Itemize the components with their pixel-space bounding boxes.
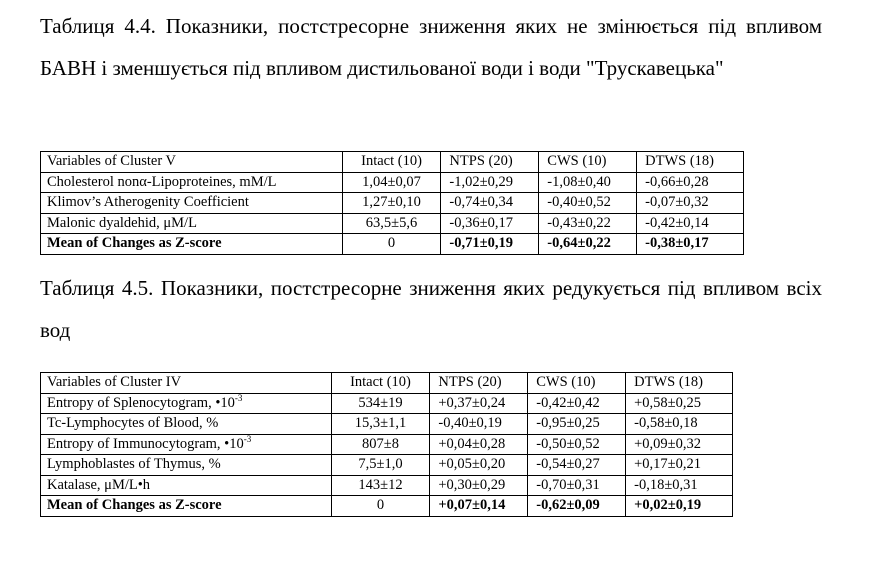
- cell-intact: 1,04±0,07: [342, 172, 441, 193]
- cell-intact: 0: [342, 234, 441, 255]
- cell-cws: -0,70±0,31: [528, 475, 626, 496]
- cell-cws: -1,08±0,40: [539, 172, 637, 193]
- header-ntps: NTPS (20): [430, 373, 528, 394]
- table-row: [41, 455, 733, 476]
- row-label-exponent: -3: [234, 392, 243, 403]
- cell-intact: 7,5±1,0: [331, 455, 430, 476]
- table-4-4: [40, 151, 744, 255]
- cell-cws: -0,64±0,22: [539, 234, 637, 255]
- cell-intact: 143±12: [331, 475, 430, 496]
- cell-ntps: +0,30±0,29: [430, 475, 528, 496]
- row-label: Klimov’s Atherogenity Coefficient: [41, 193, 343, 214]
- table-row: [41, 414, 733, 435]
- cell-cws: -0,40±0,52: [539, 193, 637, 214]
- header-variables: Variables of Cluster V: [41, 152, 343, 173]
- cell-intact: 0: [331, 496, 430, 517]
- cell-cws: -0,42±0,42: [528, 393, 626, 414]
- header-intact: Intact (10): [342, 152, 441, 173]
- row-label: Katalase, μM/L•h: [41, 475, 332, 496]
- table-4-4-caption: Таблиця 4.4. Показники, постстресорне зниження яких не змінюється під впливом БАВН і зменшується під впливом дистильованої води і води "Трускавецька": [40, 14, 822, 80]
- cell-ntps: -0,40±0,19: [430, 414, 528, 435]
- table-row-mean: [41, 496, 733, 517]
- cell-cws: -0,43±0,22: [539, 213, 637, 234]
- header-variables: Variables of Cluster IV: [41, 373, 332, 394]
- row-label-text: Entropy of Splenocytogram, •10: [47, 394, 235, 411]
- cell-intact: 534±19: [331, 393, 430, 414]
- cell-intact: 807±8: [331, 434, 430, 455]
- header-cws: CWS (10): [528, 373, 626, 394]
- cell-cws: -0,54±0,27: [528, 455, 626, 476]
- cell-cws: -0,62±0,09: [528, 496, 626, 517]
- row-label-exponent: -3: [243, 433, 252, 444]
- header-cws: CWS (10): [539, 152, 637, 173]
- cell-intact: 63,5±5,6: [342, 213, 441, 234]
- table-header-row: [41, 152, 744, 173]
- cell-dtws: -0,18±0,31: [626, 475, 733, 496]
- cell-ntps: -0,74±0,34: [441, 193, 539, 214]
- cell-dtws: +0,02±0,19: [626, 496, 733, 517]
- table-header-row: [41, 373, 733, 394]
- cell-dtws: +0,09±0,32: [626, 434, 733, 455]
- cell-dtws: +0,17±0,21: [626, 455, 733, 476]
- cell-intact: 15,3±1,1: [331, 414, 430, 435]
- row-label: Lymphoblastes of Thymus, %: [41, 455, 332, 476]
- table-row-mean: [41, 234, 744, 255]
- row-label: Mean of Changes as Z-score: [41, 234, 343, 255]
- row-label: Cholesterol nonα-Lipoproteines, mM/L: [41, 172, 343, 193]
- row-label: Tc-Lymphocytes of Blood, %: [41, 414, 332, 435]
- header-dtws: DTWS (18): [637, 152, 744, 173]
- header-intact: Intact (10): [331, 373, 430, 394]
- table-4-5: [40, 372, 733, 517]
- table-row: [41, 393, 733, 414]
- table-row: [41, 475, 733, 496]
- cell-cws: -0,95±0,25: [528, 414, 626, 435]
- row-label: Mean of Changes as Z-score: [41, 496, 332, 517]
- header-ntps: NTPS (20): [441, 152, 539, 173]
- cell-dtws: -0,66±0,28: [637, 172, 744, 193]
- cell-ntps: -0,71±0,19: [441, 234, 539, 255]
- cell-ntps: +0,37±0,24: [430, 393, 528, 414]
- table-row: [41, 213, 744, 234]
- cell-ntps: -1,02±0,29: [441, 172, 539, 193]
- cell-ntps: +0,04±0,28: [430, 434, 528, 455]
- row-label: [41, 393, 332, 414]
- table-4-5-caption: Таблиця 4.5. Показники, постстресорне зниження яких редукується під впливом всіх вод: [40, 276, 822, 342]
- cell-intact: 1,27±0,10: [342, 193, 441, 214]
- cell-dtws: -0,07±0,32: [637, 193, 744, 214]
- table-row: [41, 172, 744, 193]
- table-row: [41, 434, 733, 455]
- header-dtws: DTWS (18): [626, 373, 733, 394]
- cell-dtws: +0,58±0,25: [626, 393, 733, 414]
- cell-dtws: -0,42±0,14: [637, 213, 744, 234]
- cell-cws: -0,50±0,52: [528, 434, 626, 455]
- cell-dtws: -0,38±0,17: [637, 234, 744, 255]
- row-label: [41, 434, 332, 455]
- row-label-text: Entropy of Immunocytogram, •10: [47, 435, 244, 452]
- row-label: Malonic dyaldehid, μM/L: [41, 213, 343, 234]
- table-row: [41, 193, 744, 214]
- cell-ntps: +0,05±0,20: [430, 455, 528, 476]
- cell-ntps: +0,07±0,14: [430, 496, 528, 517]
- cell-ntps: -0,36±0,17: [441, 213, 539, 234]
- cell-dtws: -0,58±0,18: [626, 414, 733, 435]
